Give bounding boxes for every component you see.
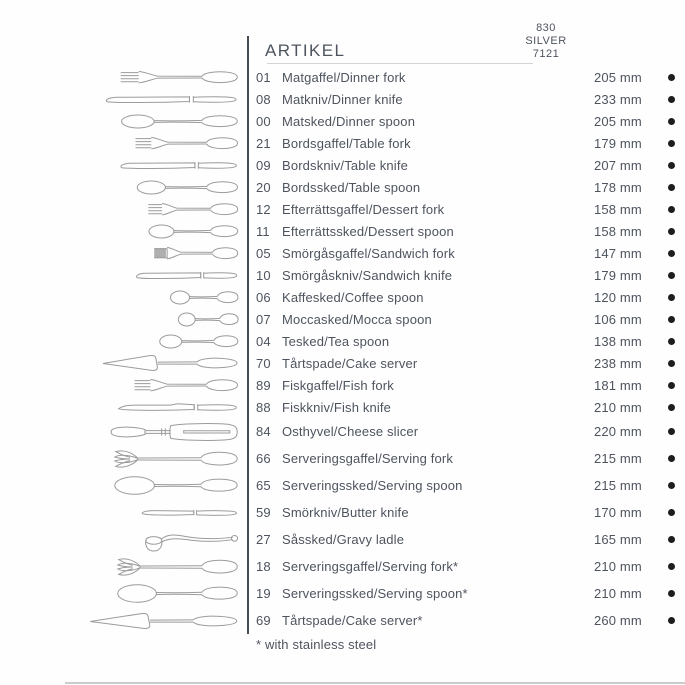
header-illustration-spacer xyxy=(0,22,247,66)
silver-column-line-2: SILVER xyxy=(525,35,567,47)
row-item-name: Tårtspade/Cake server xyxy=(282,355,418,371)
table-row xyxy=(0,580,685,607)
cutlery-illustration-icon xyxy=(133,377,239,394)
row-item-name: Såssked/Gravy ladle xyxy=(282,532,405,547)
silver-availability-dot xyxy=(668,118,675,125)
row-item-name: Smörgåsgaffel/Sandwich fork xyxy=(282,245,455,261)
silver-column-header xyxy=(499,22,593,61)
row-article-number: 10 xyxy=(256,267,271,283)
row-item-name: Smörkniv/Butter knife xyxy=(282,505,409,520)
table-row xyxy=(0,66,685,88)
row-item-name: Bordsgaffel/Table fork xyxy=(282,135,411,151)
silver-column-line-1: 830 xyxy=(536,22,556,34)
silver-availability-dot xyxy=(668,206,675,213)
row-article-number: 20 xyxy=(256,179,271,195)
table-row xyxy=(0,374,685,396)
cutlery-illustration-icon xyxy=(110,422,239,442)
row-item-name: Tårtspade/Cake server* xyxy=(282,613,423,628)
silver-availability-dot xyxy=(668,590,675,597)
silver-availability-dot xyxy=(668,96,675,103)
row-size: 210 mm xyxy=(594,586,642,601)
row-item-name: Serveringsgaffel/Serving fork xyxy=(282,451,454,466)
silver-availability-dot xyxy=(668,74,675,81)
row-article-number: 04 xyxy=(256,333,271,349)
silver-availability-dot xyxy=(668,294,675,301)
row-size: 170 mm xyxy=(594,505,642,520)
row-article-number: 12 xyxy=(256,201,271,217)
row-size: 179 mm xyxy=(594,267,642,283)
row-article-number: 18 xyxy=(256,559,271,574)
table-row xyxy=(0,88,685,110)
cutlery-illustration-icon xyxy=(118,159,239,172)
row-item-name: Tesked/Tea spoon xyxy=(282,333,390,349)
table-row xyxy=(0,499,685,526)
row-article-number: 01 xyxy=(256,69,271,85)
silver-availability-dot xyxy=(668,404,675,411)
table-row xyxy=(0,553,685,580)
row-article-number: 27 xyxy=(256,532,271,547)
row-size: 207 mm xyxy=(594,157,642,173)
row-article-number: 70 xyxy=(256,355,271,371)
cutlery-illustration-icon xyxy=(116,401,239,414)
row-article-number: 00 xyxy=(256,113,271,129)
row-size: 205 mm xyxy=(594,69,642,85)
row-size: 158 mm xyxy=(594,223,642,239)
silver-availability-dot xyxy=(668,563,675,570)
header-underline xyxy=(267,63,533,64)
row-item-name: Fiskkniv/Fish knife xyxy=(282,399,392,415)
row-size: 179 mm xyxy=(594,135,642,151)
row-item-name: Bordssked/Table spoon xyxy=(282,179,421,195)
row-item-name: Serveringsgaffel/Serving fork* xyxy=(282,559,459,574)
row-article-number: 66 xyxy=(256,451,271,466)
cutlery-illustration-icon xyxy=(103,93,239,106)
row-article-number: 84 xyxy=(256,424,271,439)
row-size: 215 mm xyxy=(594,478,642,493)
cutlery-illustration-icon xyxy=(113,476,239,495)
cutlery-illustration-icon xyxy=(135,179,239,196)
cutlery-illustration-icon xyxy=(153,245,239,262)
header-title-cell xyxy=(247,36,685,66)
table-row xyxy=(0,472,685,499)
silver-availability-dot xyxy=(668,250,675,257)
row-size: 233 mm xyxy=(594,91,642,107)
row-size: 178 mm xyxy=(594,179,642,195)
cutlery-illustration-icon xyxy=(116,584,239,603)
table-row xyxy=(0,445,685,472)
silver-availability-dot xyxy=(668,382,675,389)
silver-availability-dot xyxy=(668,360,675,367)
silver-availability-dot xyxy=(668,536,675,543)
silver-availability-dot xyxy=(668,509,675,516)
row-article-number: 65 xyxy=(256,478,271,493)
row-size: 210 mm xyxy=(594,559,642,574)
row-article-number: 69 xyxy=(256,613,271,628)
table-row xyxy=(0,198,685,220)
row-article-number: 09 xyxy=(256,157,271,173)
row-item-name: Efterrättsgaffel/Dessert fork xyxy=(282,201,445,217)
cutlery-illustration-icon xyxy=(158,333,239,350)
table-row xyxy=(0,110,685,132)
cutlery-illustration-icon xyxy=(134,135,239,152)
footnote-text: * with stainless steel xyxy=(256,637,377,652)
row-item-name: Kaffesked/Coffee spoon xyxy=(282,289,424,305)
cutlery-illustration-icon xyxy=(147,223,239,240)
row-size: 220 mm xyxy=(594,424,642,439)
bottom-rule xyxy=(65,682,685,684)
table-row xyxy=(0,154,685,176)
silver-column-line-3: 7121 xyxy=(532,48,560,60)
silver-availability-dot xyxy=(668,428,675,435)
cutlery-illustration-icon xyxy=(134,269,239,282)
table-row xyxy=(0,418,685,445)
row-size: 106 mm xyxy=(594,311,642,327)
row-article-number: 08 xyxy=(256,91,271,107)
cutlery-illustration-icon xyxy=(119,113,239,130)
cutlery-illustration-icon xyxy=(177,311,239,328)
table-row xyxy=(0,132,685,154)
table-row xyxy=(0,607,685,634)
table-row xyxy=(0,308,685,330)
row-item-name: Matgaffel/Dinner fork xyxy=(282,69,406,85)
table-row xyxy=(0,176,685,198)
cutlery-illustration-icon xyxy=(119,69,239,86)
row-item-name: Efterrättssked/Dessert spoon xyxy=(282,223,454,239)
article-table xyxy=(0,66,685,634)
row-item-name: Matkniv/Dinner knife xyxy=(282,91,403,107)
row-article-number: 11 xyxy=(256,223,270,239)
table-row xyxy=(0,330,685,352)
page-title: ARTIKEL xyxy=(265,41,346,60)
row-item-name: Serveringssked/Serving spoon xyxy=(282,478,463,493)
row-size: 120 mm xyxy=(594,289,642,305)
cutlery-illustration-icon xyxy=(113,449,239,469)
row-item-name: Serveringssked/Serving spoon* xyxy=(282,586,468,601)
cutlery-illustration-icon xyxy=(140,507,239,519)
row-article-number: 19 xyxy=(256,586,271,601)
row-size: 165 mm xyxy=(594,532,642,547)
row-article-number: 06 xyxy=(256,289,271,305)
table-row xyxy=(0,220,685,242)
silver-availability-dot xyxy=(668,455,675,462)
row-article-number: 07 xyxy=(256,311,271,327)
row-article-number: 89 xyxy=(256,377,271,393)
table-row xyxy=(0,264,685,286)
table-row xyxy=(0,242,685,264)
row-item-name: Fiskgaffel/Fish fork xyxy=(282,377,394,393)
row-size: 215 mm xyxy=(594,451,642,466)
row-size: 205 mm xyxy=(594,113,642,129)
row-size: 210 mm xyxy=(594,399,642,415)
silver-availability-dot xyxy=(668,338,675,345)
cutlery-illustration-icon xyxy=(116,557,239,577)
table-row xyxy=(0,352,685,374)
silver-availability-dot xyxy=(668,184,675,191)
row-article-number: 59 xyxy=(256,505,271,520)
silver-availability-dot xyxy=(668,316,675,323)
cutlery-illustration-icon xyxy=(87,612,239,630)
cutlery-illustration-icon xyxy=(169,289,239,306)
silver-availability-dot xyxy=(668,617,675,624)
row-item-name: Moccasked/Mocca spoon xyxy=(282,311,432,327)
row-size: 158 mm xyxy=(594,201,642,217)
table-row xyxy=(0,396,685,418)
row-item-name: Osthyvel/Cheese slicer xyxy=(282,424,419,439)
row-article-number: 88 xyxy=(256,399,271,415)
row-size: 260 mm xyxy=(594,613,642,628)
row-article-number: 21 xyxy=(256,135,271,151)
row-size: 147 mm xyxy=(594,245,642,261)
row-size: 138 mm xyxy=(594,333,642,349)
table-row xyxy=(0,526,685,553)
footnote-row xyxy=(0,637,685,652)
silver-availability-dot xyxy=(668,162,675,169)
table-row xyxy=(0,286,685,308)
silver-availability-dot xyxy=(668,228,675,235)
row-item-name: Smörgåskniv/Sandwich knife xyxy=(282,267,453,283)
cutlery-illustration-icon xyxy=(142,527,239,552)
row-item-name: Bordskniv/Table knife xyxy=(282,157,408,173)
row-size: 181 mm xyxy=(594,377,642,393)
row-size: 238 mm xyxy=(594,355,642,371)
row-item-name: Matsked/Dinner spoon xyxy=(282,113,416,129)
silver-availability-dot xyxy=(668,272,675,279)
row-article-number: 05 xyxy=(256,245,271,261)
cutlery-illustration-icon xyxy=(100,354,239,372)
footnote-illustration-spacer xyxy=(0,637,247,652)
cutlery-illustration-icon xyxy=(147,201,239,218)
silver-availability-dot xyxy=(668,140,675,147)
silver-availability-dot xyxy=(668,482,675,489)
